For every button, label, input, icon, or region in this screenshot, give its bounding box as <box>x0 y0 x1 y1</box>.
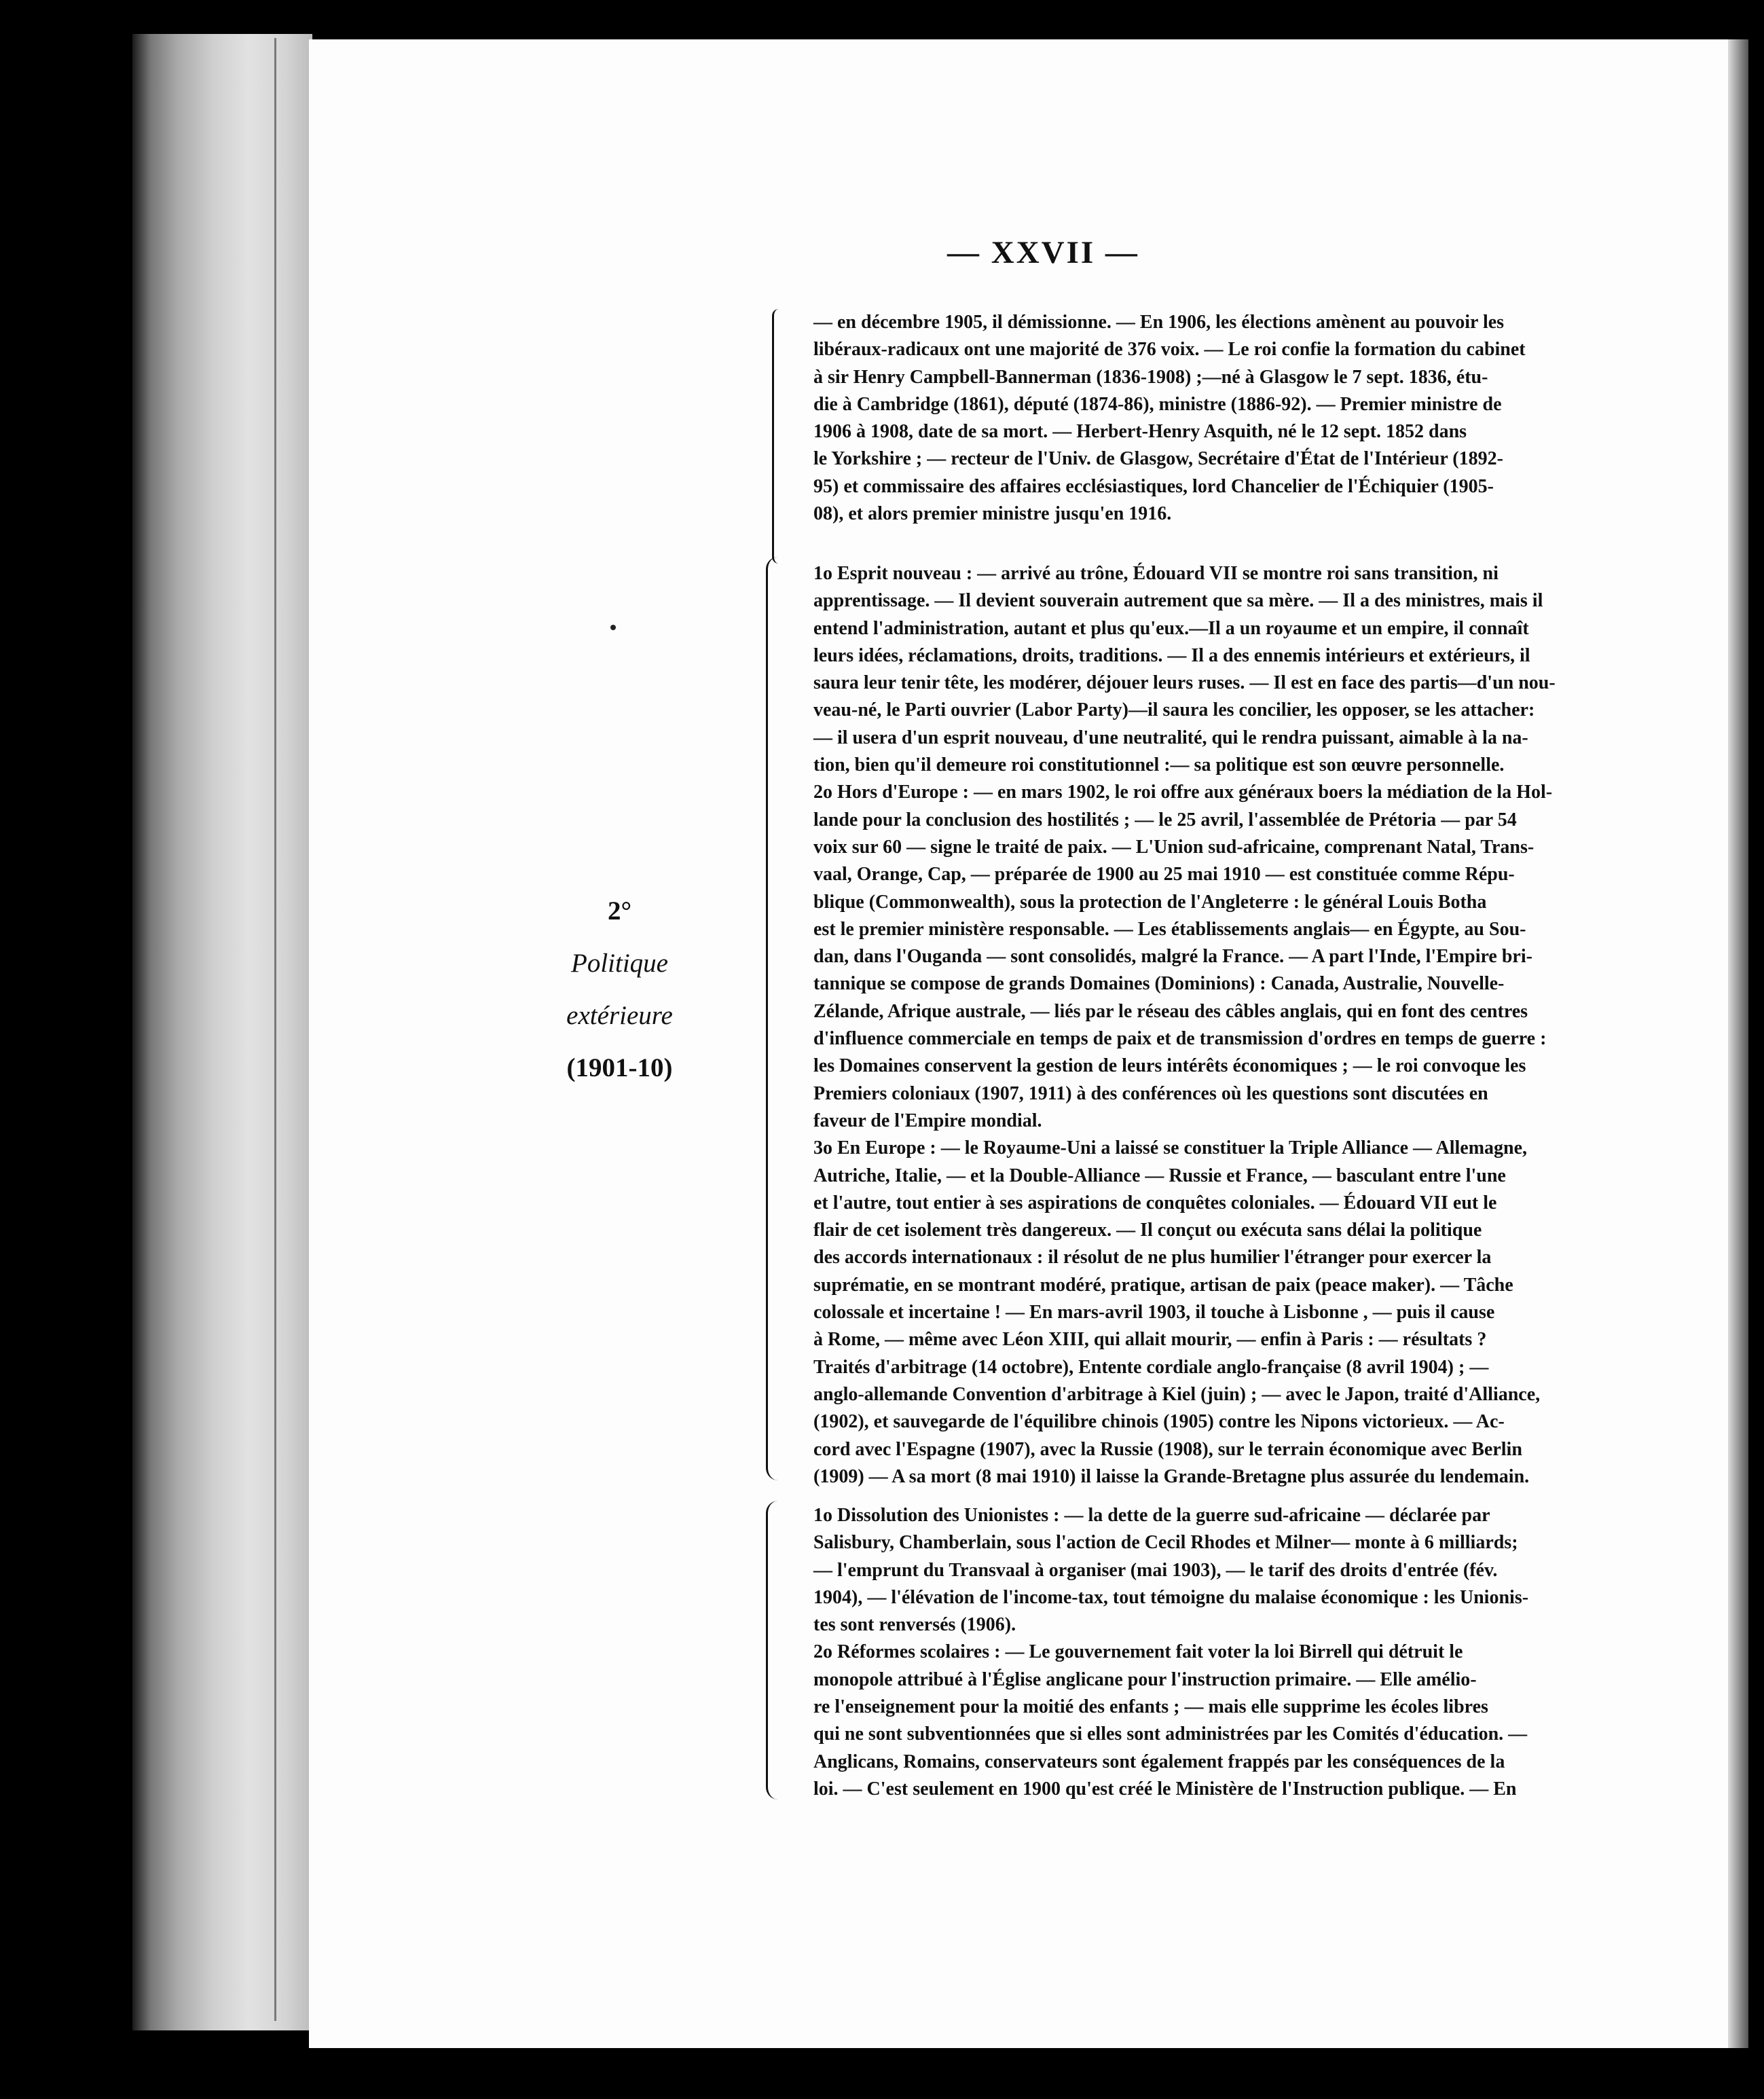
text-line: voix sur 60 — signe le traité de paix. — L'Union sud-africaine, comprenant Natal, Trans- <box>813 836 1535 858</box>
text-line: libéraux-radicaux ont une majorité de 376 voix. — Le roi confie la formation du cabinet <box>813 339 1526 361</box>
text-line: — l'emprunt du Transvaal à organiser (mai 1903), — le tarif des droits d'entrée (fév. <box>813 1559 1498 1581</box>
text-line: lande pour la conclusion des hostilités ; — le 25 avril, l'assemblée de Prétoria — par 54 <box>813 809 1517 831</box>
text-line: qui ne sont subventionnées que si elles sont administrées par les Comités d'éducation. — <box>813 1723 1528 1745</box>
text-line: 1904), — l'élévation de l'income-tax, tout témoigne du malaise économique : les Unionis- <box>813 1586 1529 1608</box>
brace-politique-interieure <box>766 1501 779 1800</box>
text-line: Autriche, Italie, — et la Double-Alliance — Russie et France, — basculant entre l'une <box>813 1165 1506 1186</box>
text-line: les Domaines conservent la gestion de leurs intérêts économiques ; — le roi convoque les <box>813 1055 1526 1077</box>
text-line: Traités d'arbitrage (14 octobre), Entente cordiale anglo-française (8 avril 1904) ; — <box>813 1356 1489 1378</box>
section-sidebar-label <box>547 885 693 1094</box>
intro-paragraph <box>813 309 1685 528</box>
text-line: le Yorkshire ; — recteur de l'Univ. de Glasgow, Secrétaire d'État de l'Intérieur (1892- <box>813 448 1503 470</box>
brace-politique-exterieure <box>766 557 779 1480</box>
text-line: veau-né, le Parti ouvrier (Labor Party)—il saura les concilier, les opposer, se les attacher: <box>813 699 1535 721</box>
text-line: saura leur tenir tête, les modérer, déjouer leurs ruses. — Il est en face des partis—d'un nou- <box>813 672 1556 694</box>
page-edge <box>1728 39 1748 2048</box>
gutter-line <box>274 38 276 2021</box>
text-line: à Rome, — même avec Léon XIII, qui allait mourir, — enfin à Paris : — résultats ? <box>813 1329 1487 1351</box>
text-line: leurs idées, réclamations, droits, traditions. — Il a des ennemis intérieurs et extérieurs, il <box>813 644 1530 666</box>
text-line: Anglicans, Romains, conservateurs sont également frappés par les conséquences de la <box>813 1751 1505 1772</box>
text-line: apprentissage. — Il devient souverain autrement que sa mère. — Il a des ministres, mais il <box>813 590 1543 612</box>
text-line: (1909) — A sa mort (8 mai 1910) il laisse la Grande-Bretagne plus assurée du lendemain. <box>813 1465 1530 1487</box>
text-line: loi. — C'est seulement en 1900 qu'est créé le Ministère de l'Instruction publique. — En <box>813 1778 1517 1800</box>
text-line: — en décembre 1905, il démissionne. — En 1906, les élections amènent au pouvoir les <box>813 312 1505 333</box>
text-line: faveur de l'Empire mondial. <box>813 1110 1042 1131</box>
text-line: 2o Hors d'Europe : — en mars 1902, le roi offre aux généraux boers la médiation de la Hol- <box>813 782 1553 803</box>
text-line: die à Cambridge (1861), député (1874-86), ministre (1886-92). — Premier ministre de <box>813 393 1502 415</box>
text-line: 3o En Europe : — le Royaume-Uni a laissé se constituer la Triple Alliance — Allemagne, <box>813 1137 1528 1159</box>
text-line: tion, bien qu'il demeure roi constitutionnel :— sa politique est son œuvre personnelle. <box>813 754 1505 776</box>
text-line: 95) et commissaire des affaires ecclésiastiques, lord Chancelier de l'Échiquier (1905- <box>813 475 1494 497</box>
text-line: Premiers coloniaux (1907, 1911) à des conférences où les questions sont discutées en <box>813 1082 1488 1104</box>
section-number: 2° <box>607 896 632 926</box>
text-line: 1o Dissolution des Unionistes : — la dette de la guerre sud-africaine — déclarée par <box>813 1505 1490 1526</box>
text-line: — il usera d'un esprit nouveau, d'une neutralité, qui le rendra puissant, aimable à la na- <box>813 727 1528 748</box>
text-line: cord avec l'Espagne (1907), avec la Russie (1908), sur le terrain économique avec Berlin <box>813 1438 1522 1460</box>
text-line: Salisbury, Chamberlain, sous l'action de Cecil Rhodes et Milner— monte à 6 milliards; <box>813 1532 1518 1554</box>
text-line: tannique se compose de grands Domaines (Dominions) : Canada, Australie, Nouvelle- <box>813 973 1505 995</box>
text-line: colossale et incertaine ! — En mars-avril 1903, il touche à Lisbonne , — puis il cause <box>813 1302 1495 1324</box>
text-line: anglo-allemande Convention d'arbitrage à Kiel (juin) ; — avec le Japon, traité d'Alliance, <box>813 1383 1541 1405</box>
politique-exterieure-paragraph <box>813 560 1685 1491</box>
section-title-line2: extérieure <box>566 1001 673 1030</box>
text-line: vaal, Orange, Cap, — préparée de 1900 au 25 mai 1910 — est constituée comme Répu- <box>813 864 1515 886</box>
text-line: 2o Réformes scolaires : — Le gouvernement fait voter la loi Birrell qui détruit le <box>813 1641 1463 1663</box>
section-dates: (1901-10) <box>566 1053 673 1082</box>
brace-intro <box>772 309 784 564</box>
text-line: blique (Commonwealth), sous la protection de l'Angleterre : le général Louis Botha <box>813 891 1487 913</box>
text-line: est le premier ministère responsable. — Les établissements anglais— en Égypte, au Sou- <box>813 918 1526 940</box>
text-line: d'influence commerciale en temps de paix et de transmission d'ordres en temps de guerre : <box>813 1028 1547 1050</box>
text-line: entend l'administration, autant et plus qu'eux.—Il a un royaume et un empire, il connaît <box>813 617 1529 639</box>
text-line: suprématie, en se montrant modéré, pratique, artisan de paix (peace maker). — Tâche <box>813 1274 1513 1296</box>
text-line: flair de cet isolement très dangereux. — Il conçut ou exécuta sans délai la politique <box>813 1220 1482 1241</box>
text-line: Zélande, Afrique australe, — liés par le réseau des câbles anglais, qui en font des centres <box>813 1000 1528 1022</box>
text-line: 1906 à 1908, date de sa mort. — Herbert-Henry Asquith, né le 12 sept. 1852 dans <box>813 421 1467 443</box>
text-line: monopole attribué à l'Église anglicane pour l'instruction primaire. — Elle amélio- <box>813 1668 1477 1690</box>
text-line: et l'autre, tout entier à ses aspirations de conquêtes coloniales. — Édouard VII eut le <box>813 1192 1497 1213</box>
text-line: tes sont renversés (1906). <box>813 1614 1016 1636</box>
page-number: — XXVII — <box>947 235 1139 270</box>
text-line: à sir Henry Campbell-Bannerman (1836-1908) ;—né à Glasgow le 7 sept. 1836, étu- <box>813 366 1488 388</box>
section-title-line1: Politique <box>571 949 668 978</box>
text-line: 08), et alors premier ministre jusqu'en 1916. <box>813 503 1172 525</box>
text-line: des accords internationaux : il résolut de ne plus humilier l'étranger pour exercer la <box>813 1247 1492 1268</box>
politique-interieure-paragraph <box>813 1502 1685 1803</box>
text-line: (1902), et sauvegarde de l'équilibre chinois (1905) contre les Nipons victorieux. — Ac- <box>813 1411 1505 1433</box>
text-line: dan, dans l'Ouganda — sont consolidés, malgré la France. — A part l'Inde, l'Empire bri- <box>813 946 1532 968</box>
margin-mark <box>610 625 616 630</box>
book-spine <box>132 34 312 2030</box>
text-line: 1o Esprit nouveau : — arrivé au trône, Édouard VII se montre roi sans transition, ni <box>813 563 1499 584</box>
text-line: re l'enseignement pour la moitié des enfants ; — mais elle supprime les écoles libres <box>813 1696 1488 1718</box>
